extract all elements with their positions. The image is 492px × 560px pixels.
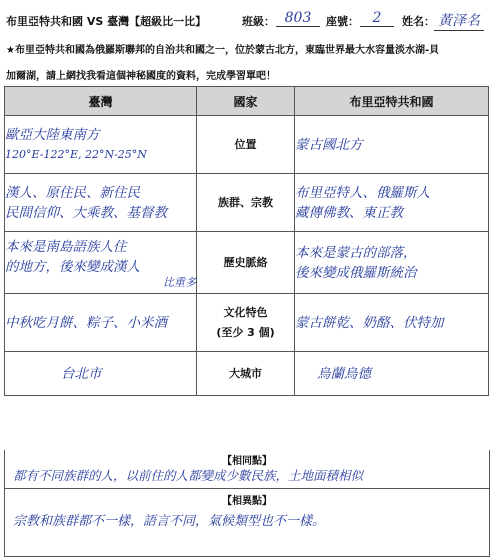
table-row-big-city <box>5 352 489 396</box>
worksheet-header <box>6 10 486 28</box>
topic-big-city: 大城市 <box>197 352 295 396</box>
answer-line: 的地方，後來變成漢人 <box>5 258 140 275</box>
differences-heading: 【相異點】 <box>222 496 272 507</box>
taiwan-ethnicity-answer[interactable] <box>5 174 197 232</box>
differences-section <box>4 488 490 557</box>
table-row-ethnicity-religion <box>5 174 489 232</box>
name-field[interactable]: 黃泽名 <box>434 10 484 31</box>
seat-label: 座號： <box>326 15 359 28</box>
worksheet-title: 布里亞特共和國 VS 臺灣【超級比一比】 <box>6 15 207 28</box>
table-header-row <box>5 87 489 116</box>
answer-line: 漢人、原住民、新住民 <box>5 184 140 201</box>
taiwan-location-answer[interactable] <box>5 116 197 174</box>
taiwan-culture-answer[interactable] <box>5 294 197 352</box>
buryatia-ethnicity-answer[interactable] <box>295 174 489 232</box>
answer-line: 烏蘭烏德 <box>317 365 371 382</box>
buryatia-culture-answer[interactable] <box>295 294 489 352</box>
topic-culture-note: (至少 3 個) <box>216 325 275 339</box>
table-row-location <box>5 116 489 174</box>
name-label: 姓名： <box>402 15 435 28</box>
similarities-heading: 【相同點】 <box>222 456 272 467</box>
seat-field[interactable]: 2 <box>360 10 394 27</box>
answer-line: 布里亞特人、俄羅斯人 <box>295 184 430 201</box>
answer-line: 後來變成俄羅斯統治 <box>295 264 417 281</box>
answer-line: 歐亞大陸東南方 <box>5 126 100 143</box>
answer-line: 比重多 <box>163 275 196 289</box>
answer-line: 民間信仰、大乘教、基督教 <box>5 204 167 221</box>
answer-line: 本來是蒙古的部落， <box>295 244 417 261</box>
buryatia-location-answer[interactable] <box>295 116 489 174</box>
similarities-answer[interactable]: 都有不同族群的人，以前住的人都變成少數民族，土地面積相似 <box>13 468 364 483</box>
class-label: 班級： <box>242 15 275 28</box>
column-header-country: 國家 <box>197 87 295 116</box>
taiwan-history-answer[interactable] <box>5 232 197 294</box>
table-row-culture <box>5 294 489 352</box>
answer-line: 蒙古國北方 <box>295 136 363 153</box>
answer-line: 中秋吃月餅、粽子、小米酒 <box>5 314 167 331</box>
answer-line: 120°E-122°E, 22°N-25°N <box>5 147 147 161</box>
similarities-section <box>4 450 490 489</box>
topic-history: 歷史脈絡 <box>197 232 295 294</box>
intro-line-1: ★布里亞特共和國為俄羅斯聯邦的自治共和國之一，位於蒙古北方，東臨世界最大水容量淡水湖-貝 <box>6 45 440 56</box>
answer-line: 藏傳佛教、東正教 <box>295 204 403 221</box>
intro-text <box>6 38 488 90</box>
column-header-taiwan: 臺灣 <box>5 87 197 116</box>
class-field[interactable]: 803 <box>276 10 320 27</box>
topic-culture-label: 文化特色 <box>223 305 268 319</box>
table-row-history <box>5 232 489 294</box>
answer-line: 本來是南島語族人住 <box>5 238 127 255</box>
topic-culture <box>197 294 295 352</box>
topic-ethnicity-religion: 族群、宗教 <box>197 174 295 232</box>
buryatia-history-answer[interactable] <box>295 232 489 294</box>
topic-location: 位置 <box>197 116 295 174</box>
buryatia-city-answer[interactable] <box>295 352 489 396</box>
intro-line-2: 加爾湖，請上網找我看這個神秘國度的資料，完成學習單吧！ <box>6 71 276 82</box>
taiwan-city-answer[interactable] <box>5 352 197 396</box>
comparison-table <box>4 86 489 396</box>
answer-line: 蒙古餅乾、奶酪、伏特加 <box>295 314 444 331</box>
differences-answer[interactable]: 宗教和族群都不一樣，語言不同，氣候類型也不一樣。 <box>13 514 326 529</box>
answer-line: 台北市 <box>61 365 102 382</box>
column-header-buryatia: 布里亞特共和國 <box>295 87 489 116</box>
